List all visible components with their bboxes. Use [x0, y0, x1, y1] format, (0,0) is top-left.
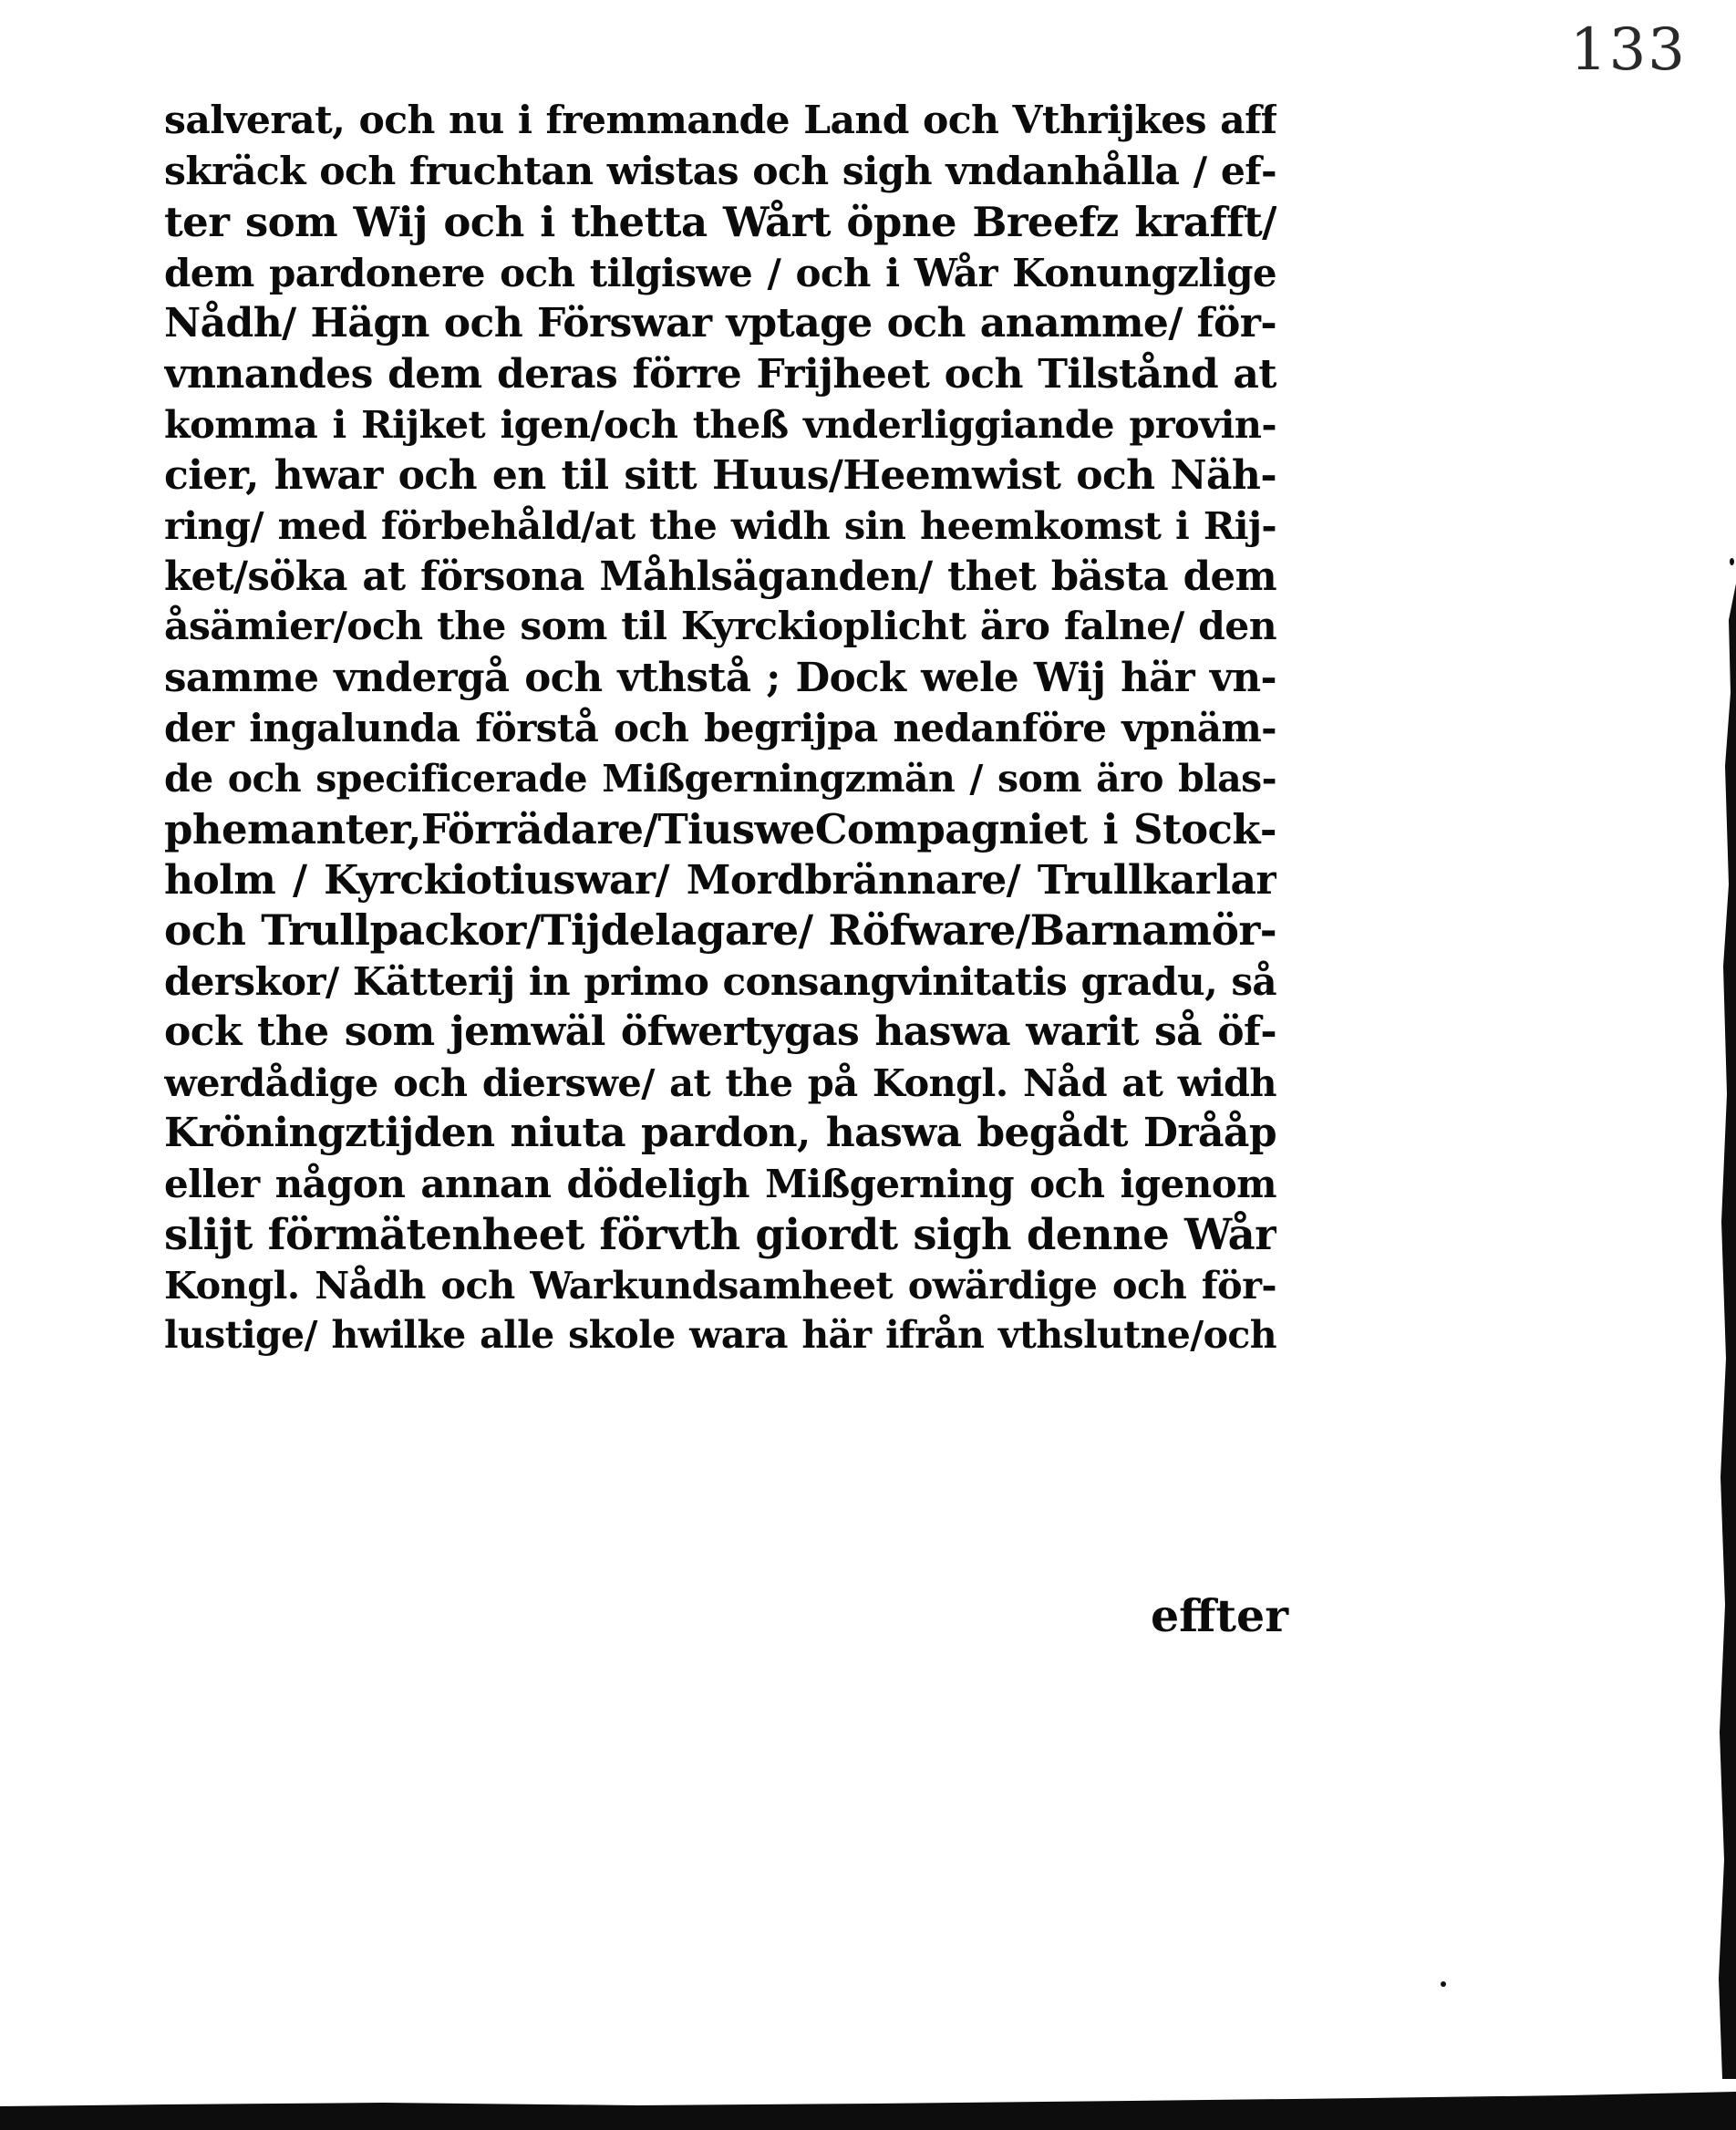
text-line: salverat, och nu i fremmande Land och Vthrijkes aff — [164, 98, 1276, 143]
text-line: Nådh/ Hägn och Förswar vptage och anamme/ för‑ — [164, 300, 1276, 346]
text-line: och Trullpackor/Tijdelagare/ Röfware/Barnamör‑ — [164, 905, 1276, 955]
text-line: holm / Kyrckiotiuswar/ Mordbrännare/ Trullkarlar — [164, 856, 1276, 904]
text-line: slijt förmätenheet förvth giordt sigh denne Wår — [164, 1209, 1276, 1259]
text-line: komma i Rijket igen/och theß vnderliggiande provin‑ — [164, 402, 1276, 447]
text-line: ock the som jemwäl öfwertygas haswa warit så öf‑ — [164, 1008, 1276, 1055]
scan-edge-right — [1718, 584, 1736, 2079]
scan-speck — [1730, 558, 1734, 565]
text-line: der ingalunda förstå och begrijpa nedanföre vpnäm‑ — [164, 706, 1276, 750]
text-line: åsämier/och the som til Kyrckioplicht äro falne/ den — [164, 604, 1276, 649]
text-line: ring/ med förbehåld/at the widh sin heemkomst i Rij‑ — [164, 503, 1276, 548]
catchword: effter — [1151, 1589, 1289, 1642]
text-line: lustige/ hwilke alle skole wara här ifrån vthslutne/och — [164, 1313, 1276, 1357]
text-line: de och specificerade Mißgerningzmän / som äro blas‑ — [164, 756, 1276, 801]
text-line: phemanter,Förrädare/TiusweCompagniet i Stock‑ — [164, 805, 1276, 853]
scan-speck — [1441, 1981, 1446, 1987]
body-text — [164, 96, 1276, 1361]
text-line: werdådige och dierswe/ at the på Kongl. Nåd at widh — [164, 1060, 1276, 1105]
text-line: Kongl. Nådh och Warkundsamheet owärdige och för‑ — [164, 1262, 1276, 1308]
scan-edge-bottom — [0, 2084, 1736, 2130]
text-line: ter som Wij och i thetta Wårt öpne Breefz krafft/ — [164, 198, 1276, 246]
page-number: 133 — [1569, 16, 1687, 84]
text-line: Kröningztijden niuta pardon, haswa begådt Drååp — [164, 1110, 1276, 1156]
text-line: vnnandes dem deras förre Frijheet och Tilstånd at — [164, 350, 1276, 398]
text-line: dem pardonere och tilgiswe / och i Wår Konungzlige — [164, 250, 1276, 295]
text-line: ket/söka at försona Måhlsäganden/ thet bästa dem — [164, 553, 1276, 600]
text-line: samme vndergå och vthstå ; Dock wele Wij här vn‑ — [164, 654, 1276, 701]
text-line: cier, hwar och en til sitt Huus/Heemwist och Näh‑ — [164, 451, 1276, 499]
text-line: skräck och fruchtan wistas och sigh vndanhålla / ef‑ — [164, 148, 1276, 194]
text-line: derskor/ Kätterij in primo consangvinitatis gradu, så — [164, 958, 1276, 1004]
text-line: eller någon annan dödeligh Mißgerning och igenom — [164, 1161, 1276, 1206]
